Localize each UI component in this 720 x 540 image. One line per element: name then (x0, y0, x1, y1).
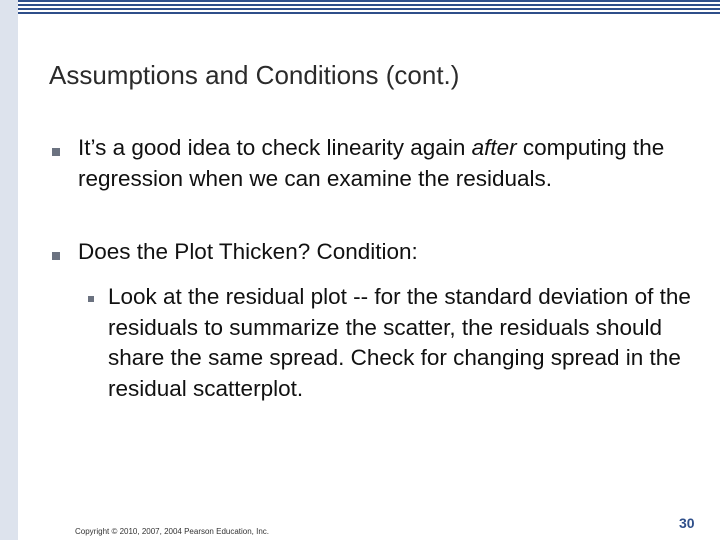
page-number: 30 (679, 515, 695, 531)
left-sidebar-band (0, 0, 18, 540)
sub-bullet-marker-icon (88, 296, 94, 302)
bullet-1-emphasis: after (471, 135, 517, 160)
copyright-footer: Copyright © 2010, 2007, 2004 Pearson Education, Inc. (75, 527, 270, 536)
bullet-1-text (78, 133, 678, 194)
top-decorative-rule (18, 0, 720, 14)
bullet-marker-icon (52, 252, 60, 260)
bullet-1-text-before: It’s a good idea to check linearity again (78, 135, 472, 160)
bullet-2-text: Does the Plot Thicken? Condition: (78, 239, 418, 264)
bullet-marker-icon (52, 148, 60, 156)
sub-bullet-1-text: Look at the residual plot -- for the standard deviation of the residuals to summarize the scatter, the residuals should share the same spread. Check for changing spread in the residual scatterplot. (108, 284, 691, 401)
bullet-1-text-after: computing the regression when we can examine the residuals. (78, 135, 665, 191)
slide-title: Assumptions and Conditions (cont.) (49, 60, 460, 90)
